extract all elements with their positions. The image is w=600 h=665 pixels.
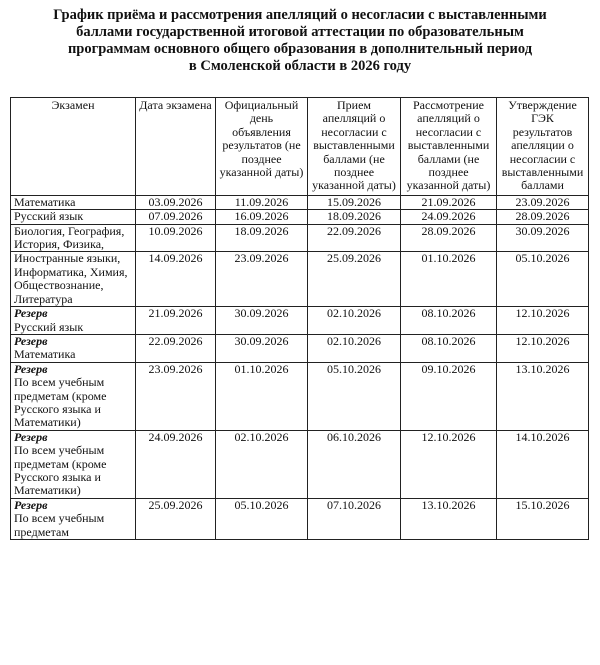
exam-date-cell: 03.09.2026 xyxy=(136,195,216,209)
title-line: в Смоленской области в 2026 году xyxy=(188,58,412,74)
appeal-date-cell: 02.10.2026 xyxy=(308,307,401,335)
header-exam-date: Дата экзамена xyxy=(136,98,216,196)
table-row xyxy=(11,210,589,224)
exam-name: Математика xyxy=(14,194,76,209)
exam-name: По всем учебным предметам (кроме Русского языка и Математики) xyxy=(14,375,107,430)
review-date-cell: 21.09.2026 xyxy=(401,195,497,209)
exam-date-cell: 14.09.2026 xyxy=(136,252,216,307)
review-date-cell: 12.10.2026 xyxy=(401,430,497,498)
results-date-cell: 30.09.2026 xyxy=(216,334,308,362)
review-date-cell: 24.09.2026 xyxy=(401,210,497,224)
exam-name: Русский язык xyxy=(14,319,84,334)
review-date-cell: 13.10.2026 xyxy=(401,498,497,539)
table-row xyxy=(11,252,589,307)
reserve-label: Резерв xyxy=(14,333,48,348)
reserve-label: Резерв xyxy=(14,306,48,321)
exam-cell xyxy=(11,195,136,209)
table-row xyxy=(11,430,589,498)
table-header-row xyxy=(11,98,589,196)
exam-date-cell: 25.09.2026 xyxy=(136,498,216,539)
approval-date-cell: 12.10.2026 xyxy=(497,334,589,362)
exam-cell xyxy=(11,362,136,430)
appeal-date-cell: 18.09.2026 xyxy=(308,210,401,224)
results-date-cell: 23.09.2026 xyxy=(216,252,308,307)
exam-cell xyxy=(11,252,136,307)
exam-name: Иностранные языки, Информатика, Химия, Обществознание, Литература xyxy=(14,251,128,306)
exam-cell xyxy=(11,498,136,539)
exam-name: Биология, География, История, Физика, xyxy=(14,223,125,252)
results-date-cell: 11.09.2026 xyxy=(216,195,308,209)
approval-date-cell: 13.10.2026 xyxy=(497,362,589,430)
appeal-date-cell: 06.10.2026 xyxy=(308,430,401,498)
reserve-label: Резерв xyxy=(14,429,48,444)
header-review-date: Рассмотрение апелляций о несогласии с выставленными баллами (не позднее указанной даты) xyxy=(401,98,497,196)
header-appeal-date: Прием апелляций о несогласии с выставленными баллами (не позднее указанной даты) xyxy=(308,98,401,196)
exam-cell xyxy=(11,430,136,498)
table-row xyxy=(11,195,589,209)
exam-date-cell: 10.09.2026 xyxy=(136,224,216,252)
reserve-label: Резерв xyxy=(14,361,48,376)
title-line: График приёма и рассмотрения апелляций о несогласии с выставленными xyxy=(53,7,547,23)
results-date-cell: 01.10.2026 xyxy=(216,362,308,430)
exam-name: По всем учебным предметам (кроме Русского языка и Математики) xyxy=(14,443,107,498)
document-title xyxy=(10,7,590,75)
review-date-cell: 28.09.2026 xyxy=(401,224,497,252)
results-date-cell: 02.10.2026 xyxy=(216,430,308,498)
exam-date-cell: 24.09.2026 xyxy=(136,430,216,498)
approval-date-cell: 12.10.2026 xyxy=(497,307,589,335)
exam-date-cell: 22.09.2026 xyxy=(136,334,216,362)
approval-date-cell: 05.10.2026 xyxy=(497,252,589,307)
review-date-cell: 08.10.2026 xyxy=(401,334,497,362)
exam-cell xyxy=(11,224,136,252)
header-approval-date: Утверждение ГЭК результатов апелляции о несогласии с выставленными баллами xyxy=(497,98,589,196)
title-line: баллами государственной итоговой аттестации по образовательным xyxy=(76,24,524,40)
table-row xyxy=(11,362,589,430)
reserve-label: Резерв xyxy=(14,497,48,512)
review-date-cell: 09.10.2026 xyxy=(401,362,497,430)
header-exam: Экзамен xyxy=(11,98,136,196)
approval-date-cell: 30.09.2026 xyxy=(497,224,589,252)
appeal-date-cell: 07.10.2026 xyxy=(308,498,401,539)
exam-name: По всем учебным предметам xyxy=(14,511,105,539)
table-row xyxy=(11,307,589,335)
header-results-date: Официальный день объявления результатов (не позднее указанной даты) xyxy=(216,98,308,196)
review-date-cell: 08.10.2026 xyxy=(401,307,497,335)
table-row xyxy=(11,334,589,362)
results-date-cell: 05.10.2026 xyxy=(216,498,308,539)
exam-date-cell: 21.09.2026 xyxy=(136,307,216,335)
appeal-date-cell: 05.10.2026 xyxy=(308,362,401,430)
approval-date-cell: 23.09.2026 xyxy=(497,195,589,209)
appeal-date-cell: 02.10.2026 xyxy=(308,334,401,362)
exam-name: Русский язык xyxy=(14,209,84,224)
results-date-cell: 18.09.2026 xyxy=(216,224,308,252)
table-row xyxy=(11,224,589,252)
appeals-schedule-table xyxy=(10,97,589,540)
approval-date-cell: 14.10.2026 xyxy=(497,430,589,498)
exam-date-cell: 23.09.2026 xyxy=(136,362,216,430)
exam-name: Математика xyxy=(14,347,76,362)
review-date-cell: 01.10.2026 xyxy=(401,252,497,307)
exam-cell xyxy=(11,210,136,224)
appeal-date-cell: 25.09.2026 xyxy=(308,252,401,307)
appeal-date-cell: 22.09.2026 xyxy=(308,224,401,252)
appeal-date-cell: 15.09.2026 xyxy=(308,195,401,209)
exam-cell xyxy=(11,334,136,362)
approval-date-cell: 28.09.2026 xyxy=(497,210,589,224)
exam-cell xyxy=(11,307,136,335)
approval-date-cell: 15.10.2026 xyxy=(497,498,589,539)
exam-date-cell: 07.09.2026 xyxy=(136,210,216,224)
results-date-cell: 16.09.2026 xyxy=(216,210,308,224)
results-date-cell: 30.09.2026 xyxy=(216,307,308,335)
table-row xyxy=(11,498,589,539)
title-line: программам основного общего образования в дополнительный период xyxy=(67,41,533,57)
